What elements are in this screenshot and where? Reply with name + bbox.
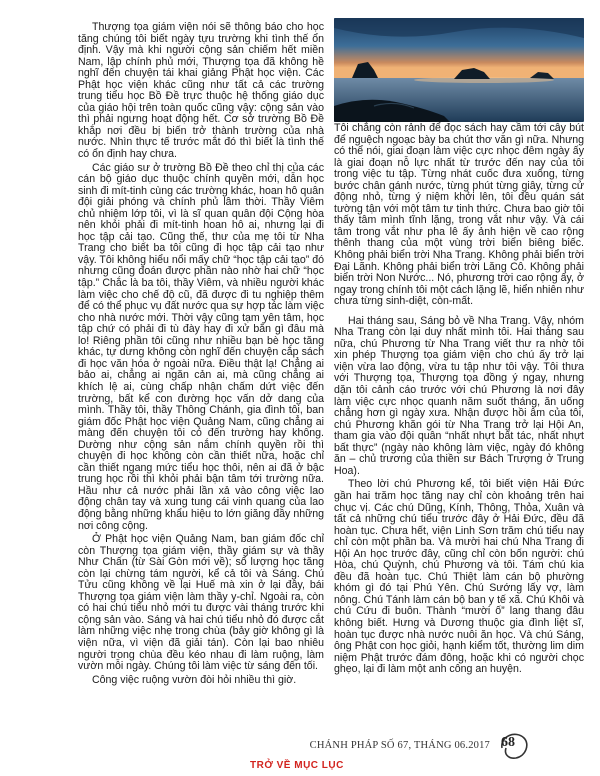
article-column-left: [78, 22, 324, 686]
paragraph: Thượng tọa giám viện nói sẽ thông báo cho học tăng chúng tôi biết ngày tựu trường khi tình thế ổn định. Vậy mà khi người cộng sản chiếm hết miền Nam, lập chính phủ mới, Thượng tọa đã không hề nghĩ đến chuyện tái khai giảng Phật học viện. Các Phật học viện khác cũng như tất cả các trường trung tiểu học Bồ Đề trực thuộc hệ thống giáo dục của giáo hội trên toàn quốc cũng vậy: cộng sản vào thì phải ngưng hoạt động hết. Cơ sở trường Bồ Đề khắp nơi đều bị biến trở thành trường của nhà nước. Nhìn thực tế trước mắt đó thì biết là tình thế có ổn định hay chưa.: [78, 21, 324, 161]
paragraph: Các giáo sư ở trường Bồ Đề theo chỉ thị của các cán bộ giáo dục thuộc chính quyền mới, dẫn học sinh đi mít-tinh cùng các trường khác, hoan hô quân đội giải phóng và chính phủ lâm thời. Thầy Viêm chủ nhiệm lớp tôi, vì là sĩ quan quân đội Cộng hòa nên khỏi phải đi mít-tinh hoan hô ai, nhưng lại đi học tập cải tạo. Cũng thế, thư của mẹ tôi từ Nha Trang cho biết ba tôi cũng đi học tập cải tạo như vậy. Tôi không hiểu nổi mấy chữ “học tập cải tạo” đó nhưng cũng đoán được phần nào nhờ hai chữ “học tập.” Chắc là ba tôi, thầy Viêm, và nhiều người khác làm việc cho chế độ cũ, đã được đi tu nghiệp thêm để có thể phục vụ đất nước qua sự hợp tác làm việc cho nhà nước mới. Thời vậy cũng tạm yên tâm, học tập chứ có phải đi tù đày hay đi xử bắn gì đâu mà lo! Riêng phần tôi cũng như nhiều bạn bè học tăng khác, tự dưng không còn nghĩ đến chuyện cắp sách đi học văn hóa ở ngoài nữa. Điều thật lạ! Chẳng ai bảo ai, chẳng ai ngăn cản ai, mà cũng chẳng ai khích lệ ai, cùng chấp nhận chấm dứt việc đến trường, bất kể con đường học vấn dở dang của mình. Thầy tôi, thầy Thông Chánh, gia đình tôi, ban giám đốc Phật học viện Quảng Nam, cũng chẳng ai màng đến chuyện tôi có đến trường hay không. Dường như cộng sản nắm chính quyền rồi thì chuyện đi học không còn cần thiết nữa, hoặc chỉ cần thiết ngang mức tiểu học thôi, nên ai đã ở bậc trung học rồi thì khỏi phải bận tâm tới trường nữa. Hầu như cả nước phải lần xả vào công việc lao động chân tay và xung tung cái vinh quang của lao động bằng những khẩu hiệu to lớn giăng đầy những nơi công cộng.: [78, 161, 324, 532]
paragraph: Tôi chẳng còn rảnh để đọc sách hay cầm tới cây bút để nguệch ngoạc bày ba chút thơ văn gì nữa. Nhưng có thể nói, giai đoạn làm việc cực nhọc đêm ngày ấy là giai đoạn nỗ lực nhất từ trước đến nay của tôi trong việc tu tập. Từng nhát cuốc đưa xuống, từng bước chân gánh nước, từng phút từng giây, từng cử động nhỏ, từng ý niệm khởi lên, tôi đều quán sát tường tận với một tâm tư tinh thức. Chưa bao giờ tôi thấy tâm mình tĩnh lặng, trong vắt như vậy. Và cái tâm trong vắt như pha lê ấy ảnh hiện về cao rộng thênh thang của một vùng trời biển biêng biếc. Không phải biển trời Nha Trang. Không phải biển trời Đại Lãnh. Không phải biển trời Lăng Cô. Không phải biển trời Non Nước... Nó, phương trời cao rộng ấy, ở ngay trong chính tôi một cách lặng lẽ, hiển nhiên như chưa từng sinh-diệt, còn-mất.: [334, 122, 584, 308]
paragraph: Hai tháng sau, Sáng bỏ về Nha Trang. Vậy, nhóm Nha Trang còn lại duy nhất mình tôi. Hai tháng sau nữa, chú Phương từ Nha Trang viết thư ra nhờ tôi xin phép Thượng tọa giám viện cho chú ấy trở lại viện vừa lao động, vừa tu tập như tôi vậy. Tôi thưa với Thượng tọa, Thượng tọa đồng ý ngay, nhưng dặn tôi cảnh cáo trước với chú Phương là nơi đây làm việc cực nhọc quanh năm suốt tháng, ăn uống chẳng hơn gì ngày xưa. Nhận được hồi âm của tôi, chú Phương khăn gói từ Nha Trang trở lại Hội An, tham gia vào đội quân “nhất nhựt bất tác, nhất nhựt bất thực” (ngày nào không làm việc, ngày đó không ăn – chủ trương của thiền sư Bách Trượng ở Trung Hoa).: [334, 314, 584, 477]
page-number: 68: [501, 735, 515, 750]
page-number-badge: [496, 728, 532, 764]
paragraph: Công việc ruộng vườn đòi hỏi nhiều thì giờ.: [92, 673, 297, 686]
seascape-image: [334, 18, 584, 122]
publication-info: CHÁNH PHÁP SỐ 67, THÁNG 06.2017: [309, 740, 490, 751]
seascape-photo: [334, 18, 584, 122]
article-column-right: [334, 123, 584, 676]
paragraph: Ở Phật học viện Quảng Nam, ban giám đốc chỉ còn Thượng tọa giám viện, thầy giám sự và thầy Như Chấn (từ Sài Gòn mới về); số lượng học tăng còn lại chừng tám người, kể cả tôi và Sáng. Chú Tửu cũng không về lại Huế mà xin ở lại đây, bái Thượng tọa giám viện làm thầy y-chỉ. Ngoài ra, còn có hai chú tiểu nhỏ mới tu được vài tháng trước khi cộng sản vào. Sáng và hai chú tiểu nhỏ đó được cắt làm những việc nhẹ trong chùa (bảy giờ không gì là viện nữa, vì viện đã giải tán). Còn lại bao nhiêu người trong chùa đều kéo nhau đi làm ruộng, làm vườn mỗi ngày. Chúng tôi làm việc từ sáng đến tối.: [78, 533, 324, 673]
back-to-toc-link[interactable]: TRỞ VỀ MỤC LỤC: [250, 760, 344, 771]
paragraph: Theo lời chú Phương kể, tôi biết viện Hải Đức gần hai trăm học tăng nay chỉ còn khoảng trên hai chục vị. Các chú Dũng, Kính, Thông, Thỏa, Xuân và tất cả những chú tiểu trước đây ở Hải Đức, đều đã hoàn tục. Chưa hết, viện Linh Sơn trăm chú tiểu nay chỉ còn một phần ba. Và mười hai chú Nha Trang đi Hội An học trước đây, cũng chỉ còn bốn người: chú Hòa, chú Quỳnh, chú Phương và tôi. Tám chú kia đều đã hoàn tục. Chú Thiệt làm cán bộ phường khóm gì đó tại Phú Yên. Chú Sướng lấy vợ, làm nông. Chú Tánh làm cán bộ ban y tế xã. Chú Khôi và chú Cứu đi buôn. Thành “mười ố” lang thang đâu không biết. Hưng và Dương thuộc gia đình liệt sĩ, hoàn tục được nhà nước nuôi ăn học. Và chú Sáng, ông Phật con học giỏi, hạnh kiểm tốt, thường lim dim niệm Phật trước đám đông, hoặc khi có người chọc ghẹo, lại đi làm một anh công an huyện.: [334, 478, 584, 676]
